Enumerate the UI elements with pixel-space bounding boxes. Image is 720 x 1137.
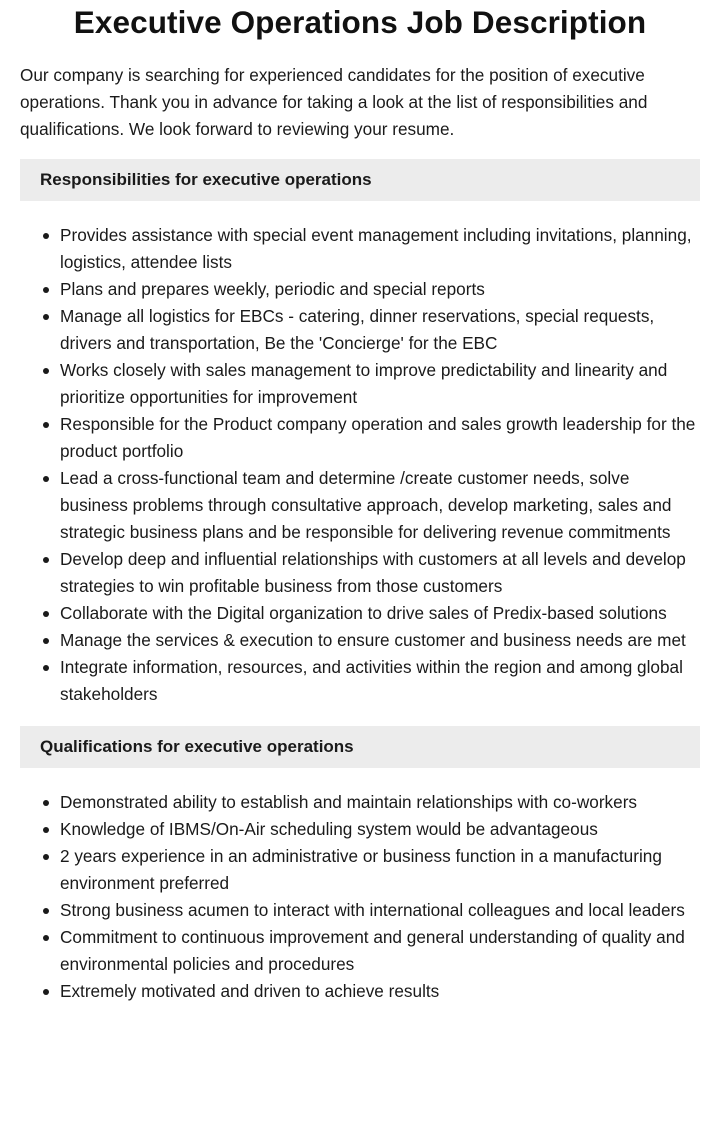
bullet-icon: [43, 476, 49, 482]
qualifications-section: [20, 726, 700, 1005]
bullet-icon: [43, 557, 49, 563]
list-item: [60, 600, 700, 627]
list-item: [60, 816, 700, 843]
list-item: [60, 357, 700, 411]
list-item-text: Works closely with sales management to improve predictability and linearity and prioritize opportunities for improvement: [60, 360, 668, 407]
bullet-icon: [43, 800, 49, 806]
bullet-icon: [43, 422, 49, 428]
qualifications-heading: Qualifications for executive operations: [20, 726, 700, 768]
bullet-icon: [43, 854, 49, 860]
list-item: [60, 303, 700, 357]
list-item: [60, 276, 700, 303]
bullet-icon: [43, 908, 49, 914]
intro-paragraph: Our company is searching for experienced candidates for the position of executive operations. Thank you in advance for taking a look at the list of responsibilities and qualifications. We look forward to reviewing your resume.: [20, 65, 648, 139]
list-item: [60, 546, 700, 600]
bullet-icon: [43, 827, 49, 833]
list-item-text: Provides assistance with special event management including invitations, planning, logistics, attendee lists: [60, 225, 692, 272]
list-item-text: Responsible for the Product company operation and sales growth leadership for the product portfolio: [60, 414, 696, 461]
list-item: [60, 843, 700, 897]
list-item-text: Collaborate with the Digital organization to drive sales of Predix-based solutions: [60, 603, 667, 623]
list-item-text: Demonstrated ability to establish and maintain relationships with co-workers: [60, 792, 638, 812]
list-item: [60, 465, 700, 546]
list-item: [60, 978, 700, 1005]
list-item: [60, 627, 700, 654]
list-item: [60, 897, 700, 924]
bullet-icon: [43, 989, 49, 995]
list-item-text: Commitment to continuous improvement and general understanding of quality and environmental policies and procedures: [60, 927, 685, 974]
bullet-icon: [43, 368, 49, 374]
list-item-text: Strong business acumen to interact with international colleagues and local leaders: [60, 900, 685, 920]
list-item-text: Integrate information, resources, and activities within the region and among global stakeholders: [60, 657, 683, 704]
bullet-icon: [43, 665, 49, 671]
responsibilities-list: [20, 222, 700, 708]
list-item-text: Plans and prepares weekly, periodic and special reports: [60, 279, 485, 299]
bullet-icon: [43, 233, 49, 239]
list-item: [60, 654, 700, 708]
page-title: Executive Operations Job Description: [73, 4, 647, 40]
list-item: [60, 411, 700, 465]
list-item-text: Lead a cross-functional team and determine /create customer needs, solve business problems through consultative approach, develop marketing, sales and strategic business plans and be responsible for delivering revenue commitments: [60, 468, 672, 542]
bullet-icon: [43, 935, 49, 941]
bullet-icon: [43, 638, 49, 644]
list-item-text: Knowledge of IBMS/On-Air scheduling system would be advantageous: [60, 819, 598, 839]
list-item-text: 2 years experience in an administrative or business function in a manufacturing environment preferred: [60, 846, 662, 893]
list-item-text: Extremely motivated and driven to achieve results: [60, 981, 440, 1001]
list-item-text: Manage all logistics for EBCs - catering, dinner reservations, special requests, drivers and transportation, Be the 'Concierge' for the EBC: [60, 306, 655, 353]
list-item: [60, 789, 700, 816]
list-item-text: Manage the services & execution to ensure customer and business needs are met: [60, 630, 686, 650]
qualifications-list: [20, 789, 700, 1005]
list-item: [60, 222, 700, 276]
bullet-icon: [43, 287, 49, 293]
bullet-icon: [43, 611, 49, 617]
responsibilities-section: [20, 159, 700, 708]
list-item-text: Develop deep and influential relationships with customers at all levels and develop strategies to win profitable business from those customers: [60, 549, 686, 596]
bullet-icon: [43, 314, 49, 320]
responsibilities-heading: Responsibilities for executive operations: [20, 159, 700, 201]
list-item: [60, 924, 700, 978]
